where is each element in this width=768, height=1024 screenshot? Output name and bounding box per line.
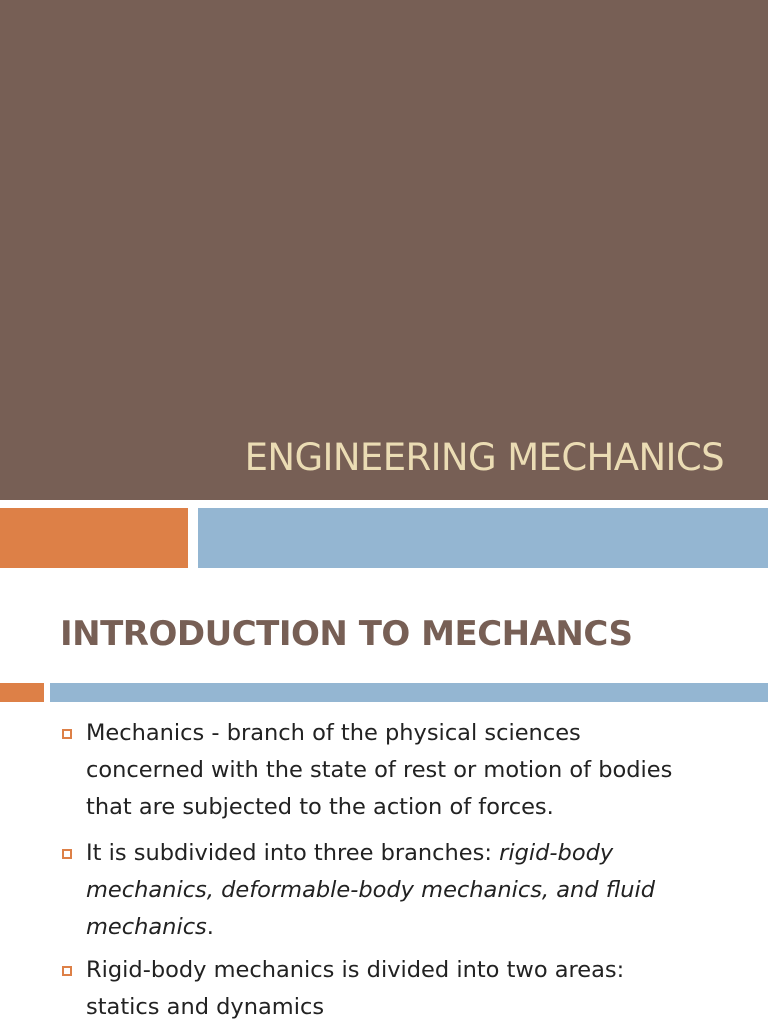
content-slide-heading: INTRODUCTION TO MECHANCS [60, 614, 633, 654]
bullet-text [86, 835, 736, 946]
bullet-line: concerned with the state of rest or motion of bodies [86, 757, 673, 783]
bullet-italic-term: mechanics [86, 914, 207, 940]
bullet-line: . [206, 914, 214, 940]
title-slide-blue-accent-bar [198, 508, 768, 568]
square-bullet-icon [62, 966, 72, 976]
bullet-line: It is subdivided into three branches: [86, 840, 500, 866]
title-slide-orange-accent-bar [0, 508, 188, 568]
square-bullet-icon [62, 849, 72, 859]
content-slide-blue-accent-strip [50, 683, 768, 702]
content-slide-orange-accent-strip [0, 683, 44, 702]
bullet-text [86, 715, 736, 826]
square-bullet-icon [62, 729, 72, 739]
bullet-line: Rigid-body mechanics is divided into two areas: [86, 957, 625, 983]
bullet-italic-term: rigid-body [499, 840, 614, 866]
bullet-italic-term: mechanics, deformable-body mechanics, and fluid [86, 877, 656, 903]
bullet-text [86, 952, 736, 1024]
bullet-line: that are subjected to the action of forces. [86, 794, 554, 820]
bullet-line: Mechanics - branch of the physical sciences [86, 720, 581, 746]
bullet-line: statics and dynamics [86, 994, 325, 1020]
title-slide-background [0, 0, 768, 500]
title-slide-heading: ENGINEERING MECHANICS [244, 436, 724, 479]
